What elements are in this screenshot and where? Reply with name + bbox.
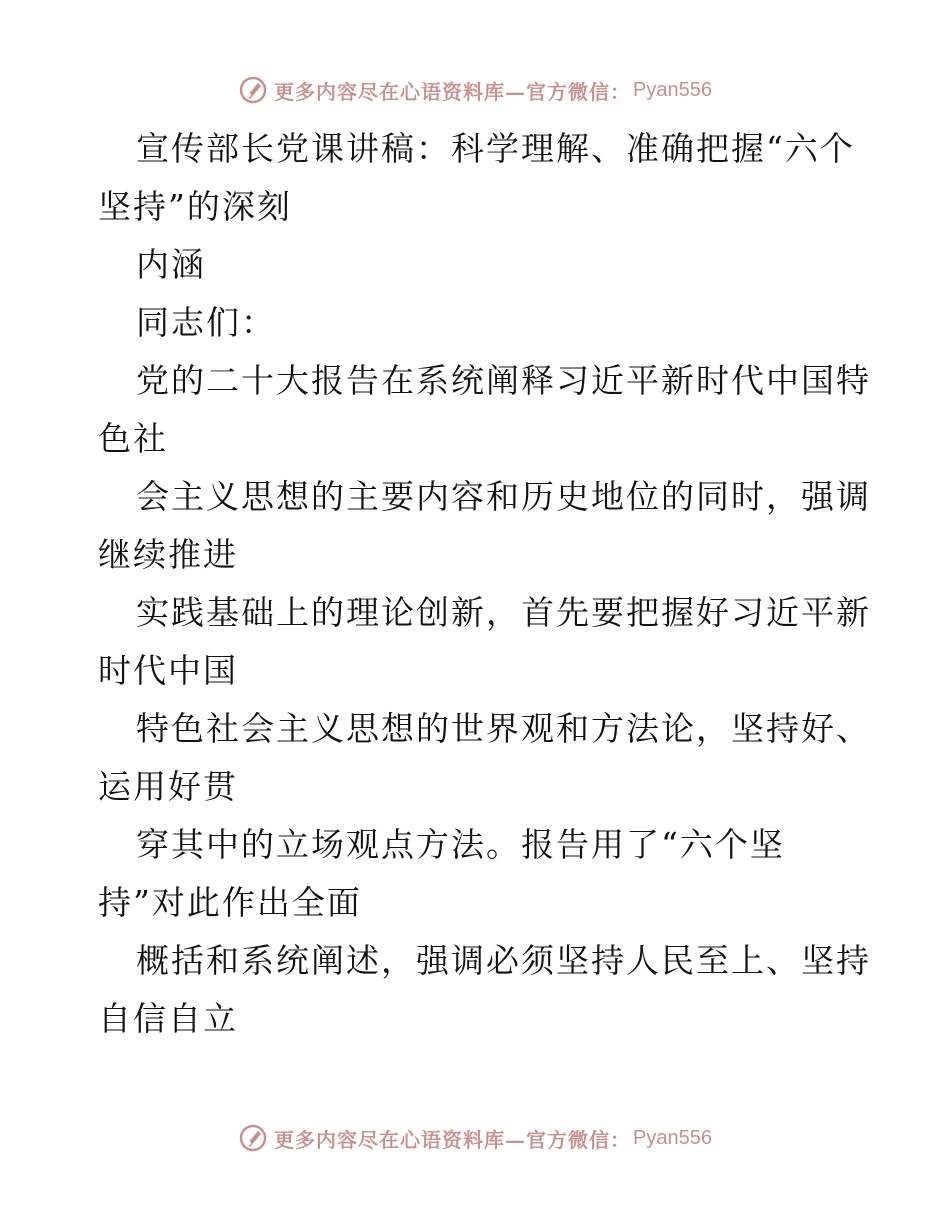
paragraph-line: 党的二十大报告在系统阐释习近平新时代中国特 — [136, 361, 871, 400]
title-line-3: 内涵 — [136, 245, 206, 284]
salutation: 同志们： — [136, 303, 276, 342]
header-banner — [0, 70, 950, 110]
paragraph-line: 色社 — [98, 419, 168, 458]
header-banner-text: 更多内容尽在心语资料库—官方微信： — [274, 79, 632, 104]
paragraph-line: 自信自立 — [98, 999, 238, 1038]
pen-logo-icon — [238, 75, 268, 105]
title-line-2: 坚持”的深刻 — [98, 187, 292, 226]
paragraph-line: 会主义思想的主要内容和历史地位的同时，强调 — [136, 477, 871, 516]
paragraph-line: 概括和系统阐述，强调必须坚持人民至上、坚持 — [136, 941, 871, 980]
paragraph-line: 实践基础上的理论创新，首先要把握好习近平新 — [136, 593, 871, 632]
paragraph-line: 时代中国 — [98, 651, 238, 690]
footer-banner — [0, 1118, 950, 1158]
document-body — [98, 120, 871, 1048]
footer-banner-text: 更多内容尽在心语资料库—官方微信： — [274, 1127, 632, 1152]
paragraph-line: 持”对此作出全面 — [98, 883, 362, 922]
paragraph-line: 穿其中的立场观点方法。报告用了“六个坚 — [136, 825, 785, 864]
header-banner-wechat-id: Pyan556 — [633, 78, 712, 101]
pen-logo-icon — [238, 1123, 268, 1153]
paragraph-line: 特色社会主义思想的世界观和方法论，坚持好、 — [136, 709, 871, 748]
footer-banner-wechat-id: Pyan556 — [633, 1126, 712, 1149]
title-line-1: 宣传部长党课讲稿：科学理解、准确把握“六个 — [136, 129, 855, 168]
paragraph-line: 继续推进 — [98, 535, 238, 574]
paragraph-line: 运用好贯 — [98, 767, 238, 806]
